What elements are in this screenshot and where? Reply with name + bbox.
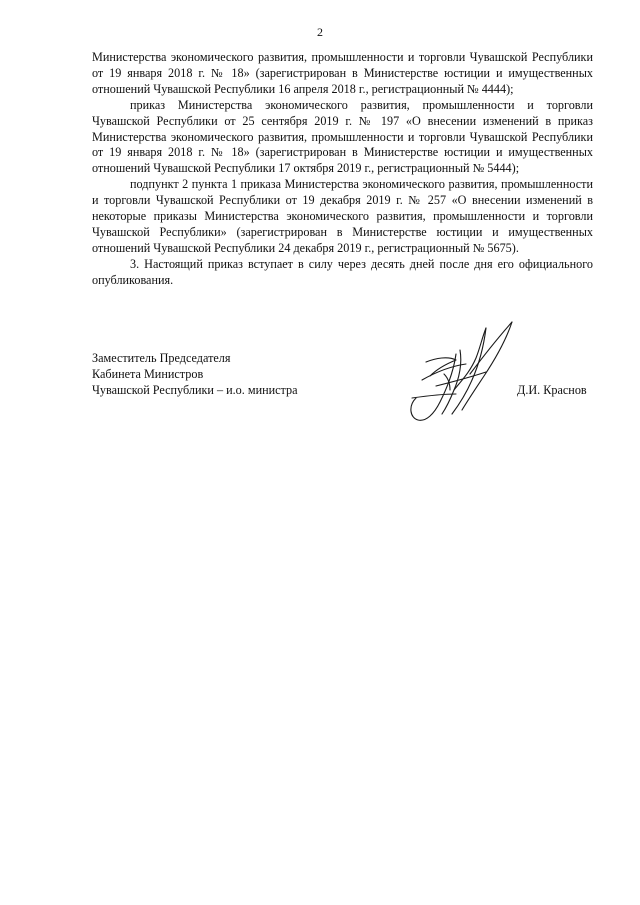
paragraph-order-257: подпункт 2 пункта 1 приказа Министерства экономического развития, промышленности и торговли Чувашской Республики от 19 декабря 2019 г. № 257 «О внесении изменений в некоторые приказы Министерства экономического развития, промышленности и торговли Чувашской Республики» (зарегистрирован в Министерстве юстиции и имущественных отношений Чувашской Республики 24 декабря 2019 г., регистрационный № 5675). [92,177,593,255]
signatory-position [92,351,298,399]
document-body [92,50,593,289]
paragraph-order-197: приказ Министерства экономического развития, промышленности и торговли Чувашской Республики от 25 сентября 2019 г. № 197 «О внесении изменений в приказ Министерства экономического развития, промышленности и торговли Чувашской Республики от 19 января 2018 г. № 18» (зарегистрирован в Министерстве юстиции и имущественных отношений Чувашской Республики 17 октября 2019 г., регистрационный № 5444); [92,97,593,176]
signatory-position-line: Чувашской Республики – и.о. министра [92,382,298,397]
signatory-position-line: Заместитель Председателя [92,351,231,365]
handwritten-signature [396,314,546,429]
paragraph-effective-date: 3. Настоящий приказ вступает в силу через десять дней после дня его официального опубликования. [92,256,593,287]
signatory-position-line: Кабинета Министров [92,366,204,381]
signatory-name: Д.И. Краснов [517,383,587,397]
paragraph-continuation: Министерства экономического развития, промышленности и торговли Чувашской Республики от 19 января 2018 г. № 18» (зарегистрирован в Министерстве юстиции и имущественных отношений Чувашской Республики 16 апреля 2018 г., регистрационный № 4444); [92,50,593,96]
page-number: 2 [317,25,323,39]
